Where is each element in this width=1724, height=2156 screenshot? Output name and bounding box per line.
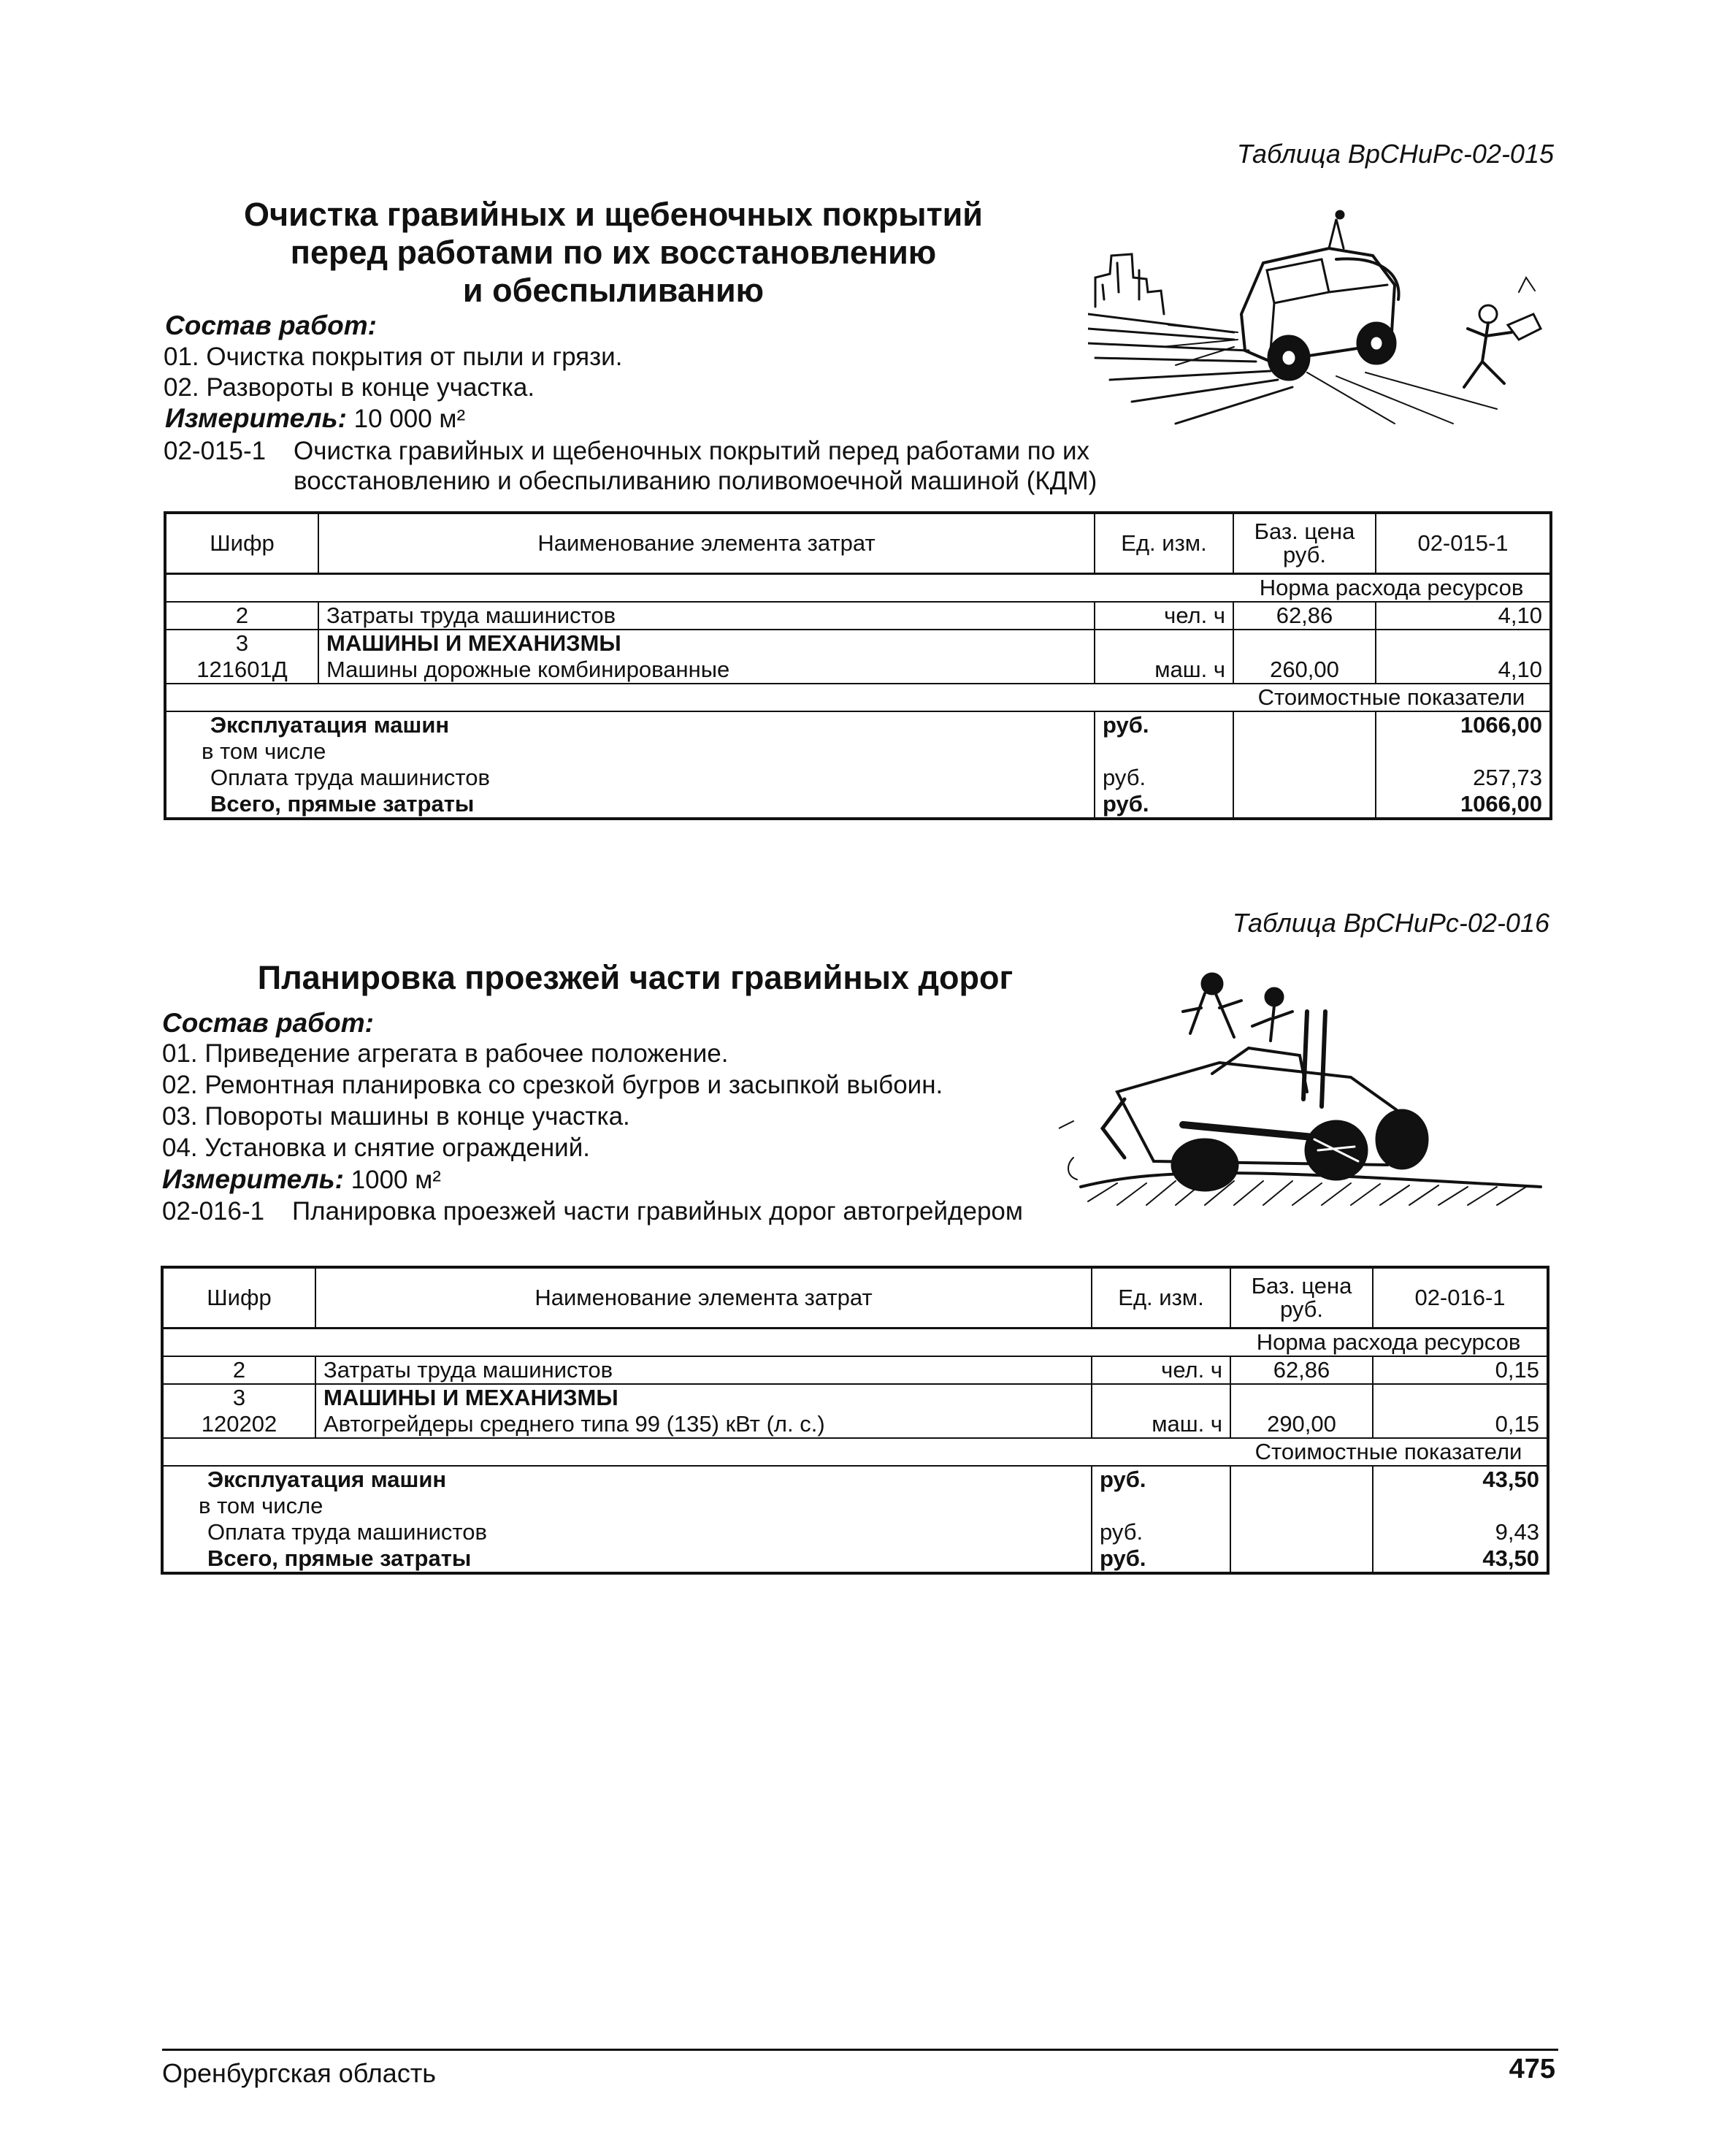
norm-label: Норма расхода ресурсов: [1230, 1329, 1548, 1357]
cost-row-unit: руб.: [1095, 765, 1233, 791]
cost-row-unit: руб.: [1092, 1545, 1230, 1573]
code-desc-015: [294, 436, 1170, 496]
works-heading-016: Состав работ:: [162, 1008, 374, 1038]
header-unit: Ед. изм.: [1095, 513, 1233, 574]
measure-value: 10 000 м²: [353, 405, 466, 433]
norm-label-row: [162, 1329, 1548, 1357]
section-title-015: [190, 196, 1037, 310]
cost-table-016: [161, 1266, 1549, 1575]
table-header-row: [165, 513, 1551, 574]
cost-row-name: Эксплуатация машин: [162, 1466, 1092, 1493]
cost-row-unit: руб.: [1095, 711, 1233, 738]
row-unit: маш. ч: [1092, 1411, 1230, 1438]
footer-region: Оренбургская область: [162, 2058, 437, 2088]
row-code: 120202: [162, 1411, 315, 1438]
header-code: Шифр: [162, 1267, 315, 1329]
cost-label: Стоимостные показатели: [1230, 1438, 1548, 1466]
row-price: 62,86: [1230, 1356, 1373, 1384]
cost-row-unit: руб.: [1095, 791, 1233, 819]
row-value: 0,15: [1373, 1411, 1548, 1438]
table-row: [165, 602, 1551, 630]
cost-row-total: [165, 791, 1551, 819]
header-price: Баз. цена руб.: [1230, 1267, 1373, 1329]
cost-row-value: 9,43: [1373, 1519, 1548, 1545]
row-value: 4,10: [1376, 657, 1551, 684]
cost-row-name: Оплата труда машинистов: [162, 1519, 1092, 1545]
header-name: Наименование элемента затрат: [318, 513, 1095, 574]
table-row: [162, 1411, 1548, 1438]
code-desc-line-2: восстановлению и обеспыливанию поливомоечной машиной (КДМ): [294, 467, 1097, 495]
header-name: Наименование элемента затрат: [315, 1267, 1092, 1329]
works-item-016-4: 04. Установка и снятие ограждений.: [162, 1134, 590, 1162]
header-norm-code: 02-016-1: [1373, 1267, 1548, 1329]
header-code: Шифр: [165, 513, 318, 574]
title-line-2: перед работами по их восстановлению: [290, 234, 937, 271]
motor-grader-illustration: [1059, 968, 1555, 1227]
code-015: 02-015-1: [164, 437, 267, 465]
works-item-016-2: 02. Ремонтная планировка со срезкой бугров и засыпкой выбоин.: [162, 1071, 943, 1099]
header-unit: Ед. изм.: [1092, 1267, 1230, 1329]
title-line-3: и обеспыливанию: [462, 272, 765, 309]
row-name: МАШИНЫ И МЕХАНИЗМЫ: [318, 630, 1095, 657]
table-row: [162, 1384, 1548, 1411]
cost-row: [165, 738, 1551, 765]
cost-row-name: Оплата труда машинистов: [165, 765, 1095, 791]
cost-row-unit: руб.: [1092, 1519, 1230, 1545]
row-name: Затраты труда машинистов: [318, 602, 1095, 630]
cost-row-value: 1066,00: [1376, 791, 1551, 819]
title-line-1: Очистка гравийных и щебеночных покрытий: [244, 196, 983, 233]
measure-label: Измеритель:: [165, 403, 347, 433]
row-price: 290,00: [1230, 1411, 1373, 1438]
measure-label: Измеритель:: [162, 1164, 344, 1194]
row-code: 2: [165, 602, 318, 630]
cost-row-name: в том числе: [165, 738, 1095, 765]
works-heading-015: Состав работ:: [165, 310, 377, 340]
cost-row: [165, 711, 1551, 738]
cost-label: Стоимостные показатели: [1233, 684, 1551, 711]
cost-row-name: Эксплуатация машин: [165, 711, 1095, 738]
cost-row: [162, 1466, 1548, 1493]
cost-label-row: [165, 684, 1551, 711]
table-label-016: Таблица ВрСНиРс-02-016: [1232, 908, 1549, 938]
table-header-row: [162, 1267, 1548, 1329]
cost-row-value: 43,50: [1373, 1545, 1548, 1573]
row-code: 3: [165, 630, 318, 657]
cost-row-name: в том числе: [162, 1493, 1092, 1519]
row-value: 4,10: [1376, 602, 1551, 630]
cost-row-total: [162, 1545, 1548, 1573]
table-label-015: Таблица ВрСНиРс-02-015: [1236, 139, 1554, 169]
cost-row-unit: руб.: [1092, 1466, 1230, 1493]
norm-label-row: [165, 574, 1551, 603]
table-row: [165, 657, 1551, 684]
row-unit: чел. ч: [1095, 602, 1233, 630]
works-item-016-3: 03. Повороты машины в конце участка.: [162, 1102, 630, 1131]
cost-row-value: 1066,00: [1376, 711, 1551, 738]
cost-row-name: Всего, прямые затраты: [165, 791, 1095, 819]
cost-row-value: 257,73: [1376, 765, 1551, 791]
cost-row: [165, 765, 1551, 791]
code-desc-016: Планировка проезжей части гравийных дорог автогрейдером: [292, 1197, 1023, 1226]
footer-rule: [162, 2049, 1558, 2051]
measure-015: [165, 403, 465, 435]
works-item-015-2: 02. Развороты в конце участка.: [164, 373, 535, 402]
row-unit: маш. ч: [1095, 657, 1233, 684]
header-price: Баз. цена руб.: [1233, 513, 1376, 574]
row-name: Машины дорожные комбинированные: [318, 657, 1095, 684]
cost-label-row: [162, 1438, 1548, 1466]
row-code: 3: [162, 1384, 315, 1411]
code-016: 02-016-1: [162, 1197, 265, 1226]
cost-table-015: [164, 511, 1552, 820]
code-description-015: [164, 436, 1186, 502]
measure-value: 1000 м²: [350, 1166, 441, 1194]
cost-row: [162, 1519, 1548, 1545]
section-title-016: Планировка проезжей части гравийных дорог: [257, 959, 1014, 996]
works-item-015-1: 01. Очистка покрытия от пыли и грязи.: [164, 343, 623, 371]
header-norm-code: 02-015-1: [1376, 513, 1551, 574]
cost-row-value: 43,50: [1373, 1466, 1548, 1493]
cost-row: [162, 1493, 1548, 1519]
row-value: 0,15: [1373, 1356, 1548, 1384]
row-name: МАШИНЫ И МЕХАНИЗМЫ: [315, 1384, 1092, 1411]
row-name: Автогрейдеры среднего типа 99 (135) кВт (л. с.): [315, 1411, 1092, 1438]
row-code: 121601Д: [165, 657, 318, 684]
cost-row-name: Всего, прямые затраты: [162, 1545, 1092, 1573]
table-row: [162, 1356, 1548, 1384]
measure-016: [162, 1164, 441, 1196]
norm-label: Норма расхода ресурсов: [1233, 574, 1551, 603]
street-cleaning-truck-illustration: [1088, 204, 1555, 431]
table-row: [165, 630, 1551, 657]
row-code: 2: [162, 1356, 315, 1384]
row-unit: чел. ч: [1092, 1356, 1230, 1384]
code-desc-line-1: Очистка гравийных и щебеночных покрытий перед работами по их: [294, 437, 1089, 465]
works-item-016-1: 01. Приведение агрегата в рабочее положение.: [162, 1039, 729, 1068]
code-description-016: [162, 1196, 1111, 1228]
row-name: Затраты труда машинистов: [315, 1356, 1092, 1384]
row-price: 260,00: [1233, 657, 1376, 684]
row-price: 62,86: [1233, 602, 1376, 630]
page-number: 475: [1509, 2054, 1555, 2084]
